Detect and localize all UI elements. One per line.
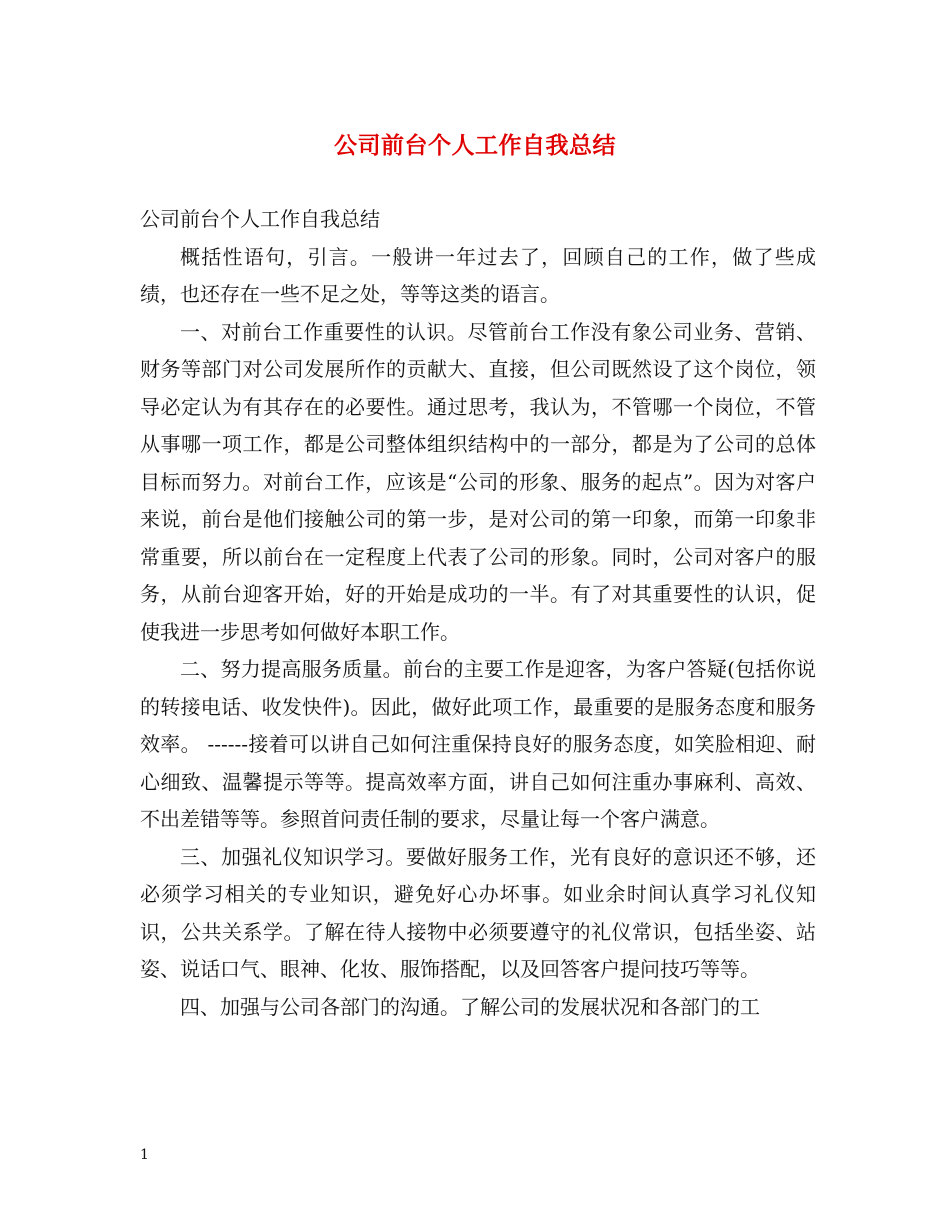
paragraph-section-1: 一、对前台工作重要性的认识。尽管前台工作没有象公司业务、营销、财务等部门对公司发展所作的贡献大、直接，但公司既然设了这个岗位，领导必定认为有其存在的必要性。通过思考，我认为，不管哪一个岗位，不管从事哪一项工作，都是公司整体组织结构中的一部分，都是为了公司的总体目标而努力。对前台工作，应该是“公司的形象、服务的起点”。因为对客户来说，前台是他们接触公司的第一步，是对公司的第一印象，而第一印象非常重要，所以前台在一定程度上代表了公司的形象。同时，公司对客户的服务，从前台迎客开始，好的开始是成功的一半。有了对其重要性的认识，促使我进一步思考如何做好本职工作。 xyxy=(140,319,816,644)
page-number: 1 xyxy=(140,1147,149,1163)
paragraph-section-3: 三、加强礼仪知识学习。要做好服务工作，光有良好的意识还不够，还必须学习相关的专业知识，避免好心办坏事。如业余时间认真学习礼仪知识，公共关系学。了解在待人接物中必须要遵守的礼仪常识，包括坐姿、站姿、说话口气、眼神、化妆、服饰搭配，以及回答客户提问技巧等等。 xyxy=(140,844,816,981)
document-subtitle: 公司前台个人工作自我总结 xyxy=(140,207,380,231)
paragraph-section-2: 二、努力提高服务质量。前台的主要工作是迎客，为客户答疑(包括你说的转接电话、收发快件)。因此，做好此项工作，最重要的是服务态度和服务效率。 ------接着可以讲自己如何注重保持良好的服务态度，如笑脸相迎、耐心细致、温馨提示等等。提高效率方面，讲自己如何注重办事麻利、高效、不出差错等等。参照首问责任制的要求，尽量让每一个客户满意。 xyxy=(140,657,816,831)
paragraph-intro: 概括性语句，引言。一般讲一年过去了，回顾自己的工作，做了些成绩，也还存在一些不足之处，等等这类的语言。 xyxy=(140,244,816,306)
paragraph-section-4: 四、加强与公司各部门的沟通。了解公司的发展状况和各部门的工 xyxy=(180,994,760,1019)
document-title: 公司前台个人工作自我总结 xyxy=(334,132,616,159)
document-body xyxy=(140,201,816,1026)
